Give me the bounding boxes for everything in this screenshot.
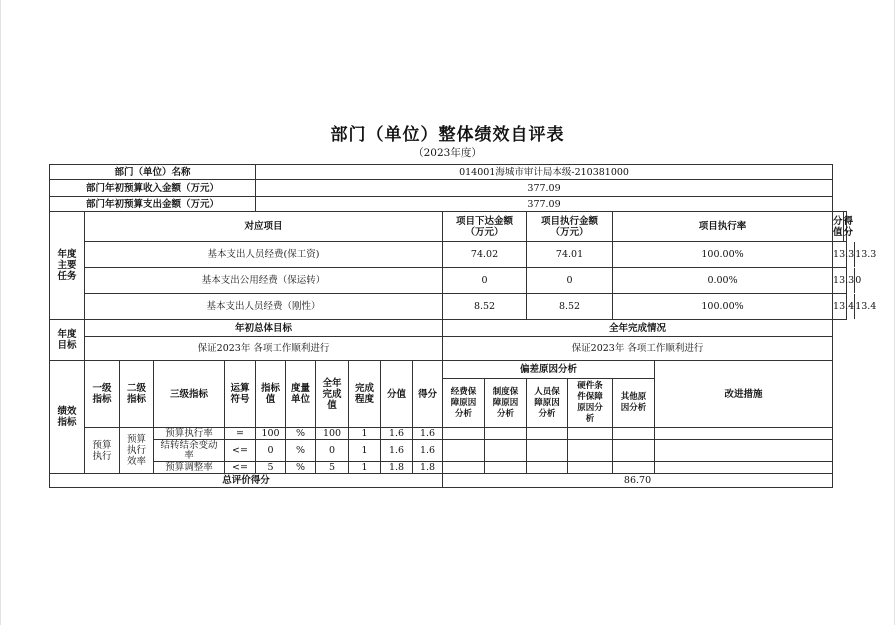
annual-tasks-score-label: 得分 (843, 215, 854, 238)
perf-dev-other-cell (613, 428, 655, 440)
dept-name-row (50, 165, 847, 180)
annual-tasks-rate-header: 项目执行率 (613, 212, 833, 242)
dept-income-row (50, 180, 847, 197)
dept-income-value: 377.09 (256, 180, 833, 197)
dept-expense-label: 部门年初预算支出金额（万元） (50, 197, 256, 212)
total-row (50, 474, 847, 488)
annual-goal-completion-header: 全年完成情况 (443, 320, 833, 337)
annual-task-score: 13.3 (855, 249, 877, 260)
perf-dev-system-header: 制度保 障原因 分析 (485, 379, 527, 428)
performance-row (50, 428, 847, 440)
perf-operator: <= (225, 462, 256, 474)
annual-tasks-section-label: 年度 主要 任务 (50, 212, 85, 320)
perf-dev-hardware-cell (568, 428, 613, 440)
perf-degree: 1 (349, 462, 381, 474)
annual-task-allocated: 0 (443, 268, 527, 294)
perf-improvement-cell (655, 462, 833, 474)
perf-degree: 1 (349, 428, 381, 440)
perf-improvement-header: 改进措施 (655, 361, 833, 428)
perf-deviation-header: 偏差原因分析 (443, 361, 655, 379)
annual-tasks-score-value-label: 分值 (833, 212, 844, 241)
annual-tasks-header-row (50, 212, 847, 242)
page-title: 部门（单位）整体绩效自评表 (330, 125, 565, 145)
total-value: 86.70 (443, 474, 833, 488)
perf-score: 1.6 (413, 428, 443, 440)
perf-unit: % (286, 462, 316, 474)
perf-dev-system-cell (485, 462, 527, 474)
annual-goal-section-label: 年度 目标 (50, 320, 85, 361)
perf-indicator-name: 预算执行率 (154, 428, 225, 440)
perf-degree-header: 完成 程度 (349, 361, 381, 428)
perf-dev-system-cell (485, 428, 527, 440)
perf-dev-cost-cell (443, 462, 485, 474)
annual-task-scores (833, 242, 877, 268)
annual-goal-initial-value: 保证2023年 各项工作顺利进行 (85, 337, 443, 361)
perf-level1-header: 一级 指标 (85, 361, 120, 428)
perf-dev-other-cell (613, 440, 655, 462)
annual-task-scores (833, 294, 877, 320)
performance-section-label: 绩效 指标 (50, 361, 85, 474)
annual-task-score: 0 (855, 275, 862, 286)
perf-target: 100 (256, 428, 286, 440)
perf-operator: <= (225, 440, 256, 462)
perf-target: 0 (256, 440, 286, 462)
perf-score-value: 1.8 (381, 462, 413, 474)
perf-unit: % (286, 428, 316, 440)
annual-goal-header-row (50, 320, 847, 337)
perf-dev-cost-cell (443, 428, 485, 440)
annual-task-item: 基本支出人员经费（刚性） (85, 294, 443, 320)
annual-task-score-value: 13.3 (833, 242, 855, 267)
perf-unit-header: 度量 单位 (286, 361, 316, 428)
performance-header-row (50, 361, 847, 379)
perf-dev-staff-cell (527, 440, 568, 462)
perf-degree: 1 (349, 440, 381, 462)
perf-dev-hardware-cell (568, 440, 613, 462)
page-subtitle: （2023年度） (413, 147, 482, 159)
perf-actual-header: 全年 完成 值 (316, 361, 349, 428)
dept-expense-row (50, 197, 847, 212)
annual-task-executed: 0 (527, 268, 613, 294)
perf-score-header: 得分 (413, 361, 443, 428)
perf-level3-header: 三级指标 (154, 361, 225, 428)
perf-dev-other-cell (613, 462, 655, 474)
dept-expense-value: 377.09 (256, 197, 833, 212)
annual-task-executed: 8.52 (527, 294, 613, 320)
perf-dev-system-cell (485, 440, 527, 462)
annual-task-rate: 100.00% (613, 242, 833, 268)
perf-dev-cost-header: 经费保 障原因 分析 (443, 379, 485, 428)
perf-operator-header: 运算 符号 (225, 361, 256, 428)
perf-indicator-name: 结转结余变动 率 (154, 440, 225, 462)
annual-task-allocated: 74.02 (443, 242, 527, 268)
annual-tasks-allocated-header: 项目下达金额 （万元） (443, 212, 527, 242)
performance-row (50, 440, 847, 462)
annual-task-score: 13.4 (855, 301, 877, 312)
annual-goal-value-row (50, 337, 847, 361)
annual-tasks-item-header: 对应项目 (85, 212, 443, 242)
annual-task-rate: 0.00% (613, 268, 833, 294)
dept-name-label: 部门（单位）名称 (50, 165, 256, 180)
perf-score: 1.6 (413, 440, 443, 462)
perf-unit: % (286, 440, 316, 462)
perf-score-value: 1.6 (381, 440, 413, 462)
perf-score: 1.8 (413, 462, 443, 474)
annual-task-scores (833, 268, 862, 294)
total-label: 总评价得分 (50, 474, 443, 488)
perf-dev-staff-cell (527, 428, 568, 440)
perf-actual: 0 (316, 440, 349, 462)
annual-task-rate: 100.00% (613, 294, 833, 320)
perf-dev-cost-cell (443, 440, 485, 462)
dept-name-value: 014001海城市审计局本级-210381000 (256, 165, 833, 180)
annual-task-score-value: 13.4 (833, 294, 855, 319)
perf-operator: = (225, 428, 256, 440)
annual-goal-initial-header: 年初总体目标 (85, 320, 443, 337)
annual-tasks-score-value-header (833, 212, 854, 242)
annual-task-allocated: 8.52 (443, 294, 527, 320)
annual-task-row (50, 242, 847, 268)
perf-improvement-cell (655, 440, 833, 462)
annual-task-item: 基本支出公用经费（保运转） (85, 268, 443, 294)
perf-dev-staff-header: 人员保 障原因 分析 (527, 379, 568, 428)
perf-dev-staff-cell (527, 462, 568, 474)
perf-actual: 5 (316, 462, 349, 474)
annual-goal-completion-value: 保证2023年 各项工作顺利进行 (443, 337, 833, 361)
perf-improvement-cell (655, 428, 833, 440)
perf-dev-other-header: 其他原 因分析 (613, 379, 655, 428)
perf-target-header: 指标 值 (256, 361, 286, 428)
annual-task-row (50, 294, 847, 320)
dept-income-label: 部门年初预算收入金额（万元） (50, 180, 256, 197)
perf-dev-hardware-header: 硬件条 件保障 原因分 析 (568, 379, 613, 428)
perf-score-value: 1.6 (381, 428, 413, 440)
perf-level1-value: 预算 执行 (85, 428, 120, 474)
perf-level2-header: 二级 指标 (120, 361, 154, 428)
perf-dev-hardware-cell (568, 462, 613, 474)
perf-level2-value: 预算 执行 效率 (120, 428, 154, 474)
annual-tasks-executed-header: 项目执行金额 （万元） (527, 212, 613, 242)
perf-indicator-name: 预算调整率 (154, 462, 225, 474)
page-left-edge (0, 0, 1, 625)
self-evaluation-table (49, 164, 877, 488)
annual-task-executed: 74.01 (527, 242, 613, 268)
perf-score-value-header: 分值 (381, 361, 413, 428)
annual-task-score-value: 13.3 (833, 268, 855, 293)
annual-task-item: 基本支出人员经费(保工资) (85, 242, 443, 268)
perf-actual: 100 (316, 428, 349, 440)
perf-target: 5 (256, 462, 286, 474)
annual-task-row (50, 268, 847, 294)
performance-row (50, 462, 847, 474)
